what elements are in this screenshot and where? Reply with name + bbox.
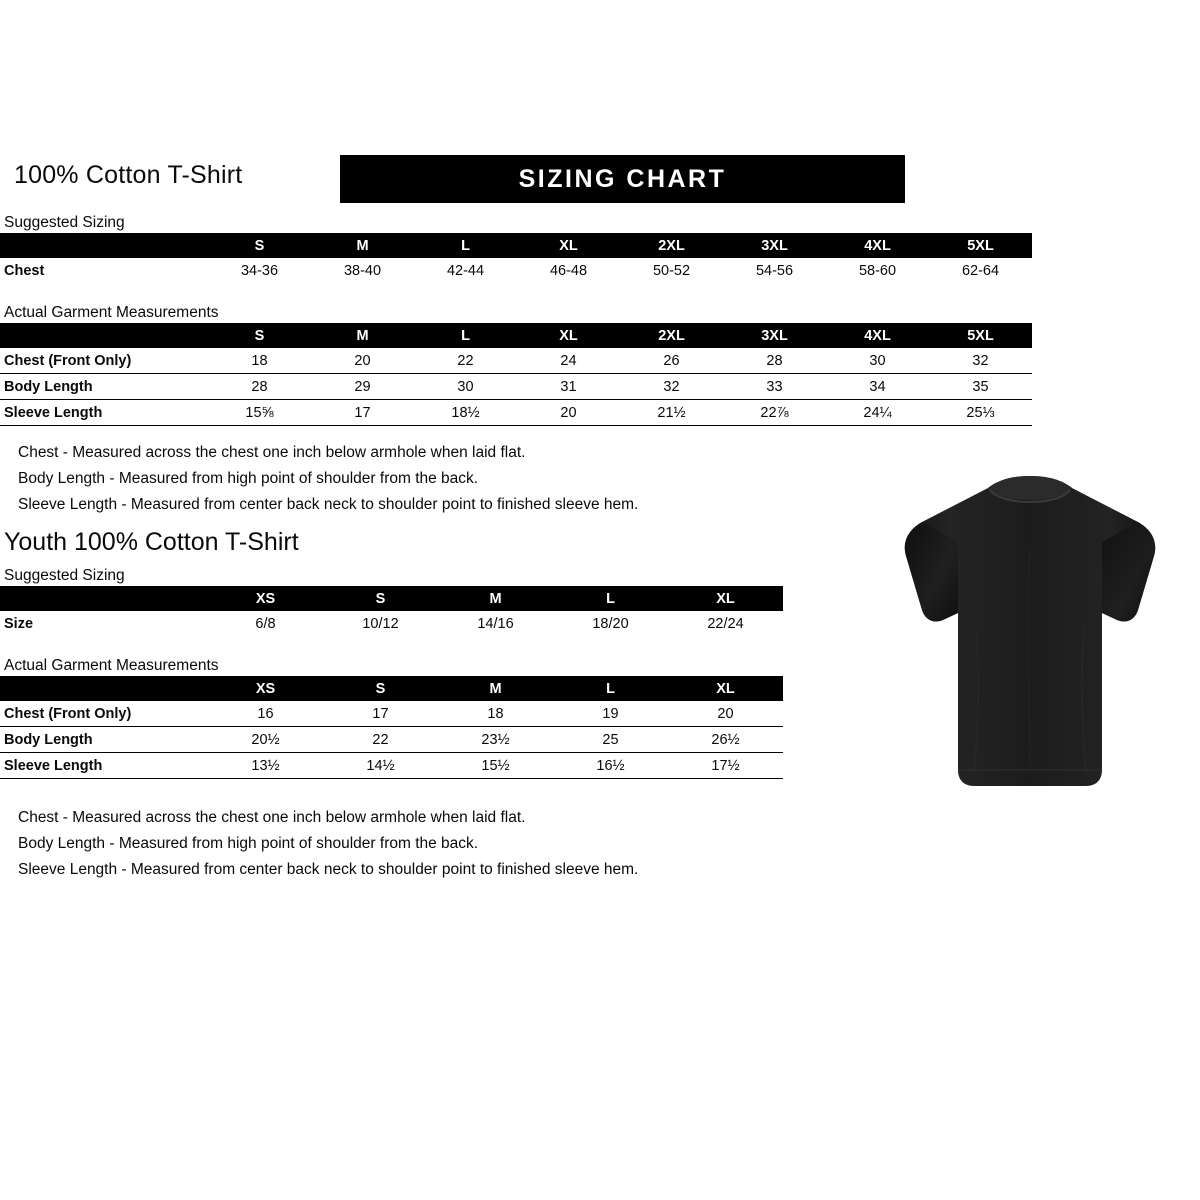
- data-cell: 15⅝: [208, 400, 311, 426]
- data-cell: 25: [553, 727, 668, 753]
- data-cell: 22: [414, 348, 517, 374]
- data-cell: 10/12: [362, 615, 399, 632]
- header-cell: XL: [559, 237, 578, 254]
- data-cell: 50-52: [652, 262, 691, 279]
- header-cell: M: [356, 237, 369, 254]
- adult-actual-measurements-label: Actual Garment Measurements: [4, 304, 219, 321]
- youth-section-title: Youth 100% Cotton T-Shirt: [4, 528, 299, 556]
- data-cell: 17: [311, 400, 414, 426]
- header-cell: L: [461, 237, 470, 254]
- data-cell: 24: [517, 348, 620, 374]
- youth-suggested-sizing-table: [0, 586, 783, 636]
- adult-suggested-sizing-table: [0, 233, 1032, 283]
- table-header-row: [0, 676, 783, 701]
- table-row: [0, 611, 783, 636]
- header-cell: S: [254, 237, 265, 254]
- data-cell: 13½: [208, 753, 323, 779]
- header-cell: 2XL: [658, 237, 685, 254]
- data-cell: 6/8: [255, 615, 276, 632]
- header-row: [0, 155, 1200, 213]
- data-cell: 34: [826, 374, 929, 400]
- header-cell: XL: [716, 680, 735, 697]
- row-label: Chest: [4, 262, 45, 279]
- data-cell: 31: [517, 374, 620, 400]
- table-row: [0, 727, 783, 753]
- product-image-container: [880, 470, 1180, 810]
- row-label: Chest (Front Only): [0, 701, 208, 727]
- note-chest: Chest - Measured across the chest one inch below armhole when laid flat.: [18, 809, 526, 826]
- header-cell: 3XL: [761, 327, 788, 344]
- data-cell: 22/24: [707, 615, 744, 632]
- header-cell: XS: [255, 680, 276, 697]
- header-cell: S: [254, 327, 265, 344]
- header-cell: 5XL: [967, 237, 994, 254]
- data-cell: 38-40: [343, 262, 382, 279]
- data-cell: 24¼: [826, 400, 929, 426]
- youth-actual-measurements-label: Actual Garment Measurements: [4, 657, 219, 674]
- data-cell: 25⅓: [929, 400, 1032, 426]
- table-row: [0, 374, 1032, 400]
- data-cell: 34-36: [240, 262, 279, 279]
- header-cell-rowlabel: [0, 676, 208, 701]
- table-row: [0, 753, 783, 779]
- header-cell-rowlabel: [0, 323, 208, 348]
- table-row: [0, 258, 1032, 283]
- table-row: [0, 348, 1032, 374]
- row-label: Chest (Front Only): [0, 348, 208, 374]
- adult-section-title: 100% Cotton T-Shirt: [14, 161, 243, 189]
- data-cell: 58-60: [858, 262, 897, 279]
- data-cell: 22: [323, 727, 438, 753]
- table-row: [0, 400, 1032, 426]
- data-cell: 14/16: [477, 615, 514, 632]
- header-cell: L: [461, 327, 470, 344]
- data-cell: 29: [311, 374, 414, 400]
- data-cell: 20: [311, 348, 414, 374]
- table-header-row: [0, 586, 783, 611]
- data-cell: 21½: [620, 400, 723, 426]
- row-label: Sleeve Length: [0, 400, 208, 426]
- row-label: Body Length: [0, 374, 208, 400]
- data-cell: 20: [517, 400, 620, 426]
- data-cell: 28: [208, 374, 311, 400]
- header-cell: XL: [716, 590, 735, 607]
- data-cell: 16: [208, 701, 323, 727]
- data-cell: 14½: [323, 753, 438, 779]
- note-sleeve-length: Sleeve Length - Measured from center back neck to shoulder point to finished sleeve hem.: [18, 861, 639, 878]
- header-cell: M: [489, 590, 502, 607]
- header-cell-rowlabel: [0, 233, 208, 258]
- header-cell: M: [489, 680, 502, 697]
- data-cell: 46-48: [549, 262, 588, 279]
- data-cell: 17: [323, 701, 438, 727]
- data-cell: 18: [438, 701, 553, 727]
- data-cell: 23½: [438, 727, 553, 753]
- data-cell: 54-56: [755, 262, 794, 279]
- data-cell: 18½: [414, 400, 517, 426]
- youth-measurement-notes: [0, 805, 1200, 883]
- data-cell: 18/20: [592, 615, 629, 632]
- black-t-shirt-image: [880, 470, 1180, 810]
- header-cell: XS: [255, 590, 276, 607]
- row-label: Body Length: [0, 727, 208, 753]
- data-cell: 30: [826, 348, 929, 374]
- data-cell: 26: [620, 348, 723, 374]
- table-row: [0, 701, 783, 727]
- data-cell: 20½: [208, 727, 323, 753]
- header-cell: L: [606, 590, 615, 607]
- youth-suggested-sizing-label: Suggested Sizing: [4, 567, 125, 584]
- adult-suggested-sizing-label: Suggested Sizing: [4, 214, 125, 231]
- data-cell: 20: [668, 701, 783, 727]
- data-cell: 32: [929, 348, 1032, 374]
- adult-actual-measurements-table: [0, 323, 1032, 426]
- note-body-length: Body Length - Measured from high point of shoulder from the back.: [18, 470, 479, 487]
- header-cell: M: [356, 327, 369, 344]
- note-chest: Chest - Measured across the chest one inch below armhole when laid flat.: [18, 444, 526, 461]
- data-cell: 42-44: [446, 262, 485, 279]
- header-cell: 3XL: [761, 237, 788, 254]
- header-cell: S: [375, 680, 386, 697]
- youth-actual-measurements-table: [0, 676, 783, 779]
- note-sleeve-length: Sleeve Length - Measured from center back neck to shoulder point to finished sleeve hem.: [18, 496, 639, 513]
- table-header-row: [0, 323, 1032, 348]
- sizing-chart-banner-label: SIZING CHART: [518, 165, 727, 193]
- data-cell: 19: [553, 701, 668, 727]
- data-cell: 26½: [668, 727, 783, 753]
- header-cell: XL: [559, 327, 578, 344]
- header-cell: 4XL: [864, 327, 891, 344]
- header-cell: 2XL: [658, 327, 685, 344]
- data-cell: 62-64: [961, 262, 1000, 279]
- header-cell: 4XL: [864, 237, 891, 254]
- data-cell: 22⅞: [723, 400, 826, 426]
- data-cell: 18: [208, 348, 311, 374]
- row-label: Sleeve Length: [0, 753, 208, 779]
- data-cell: 35: [929, 374, 1032, 400]
- data-cell: 33: [723, 374, 826, 400]
- sizing-chart-banner: [340, 155, 905, 203]
- header-cell: L: [606, 680, 615, 697]
- header-cell-rowlabel: [0, 586, 208, 611]
- row-label: Size: [4, 615, 34, 632]
- data-cell: 32: [620, 374, 723, 400]
- data-cell: 30: [414, 374, 517, 400]
- data-cell: 16½: [553, 753, 668, 779]
- header-cell: S: [375, 590, 386, 607]
- data-cell: 17½: [668, 753, 783, 779]
- note-body-length: Body Length - Measured from high point of shoulder from the back.: [18, 835, 479, 852]
- header-cell: 5XL: [967, 327, 994, 344]
- data-cell: 15½: [438, 753, 553, 779]
- data-cell: 28: [723, 348, 826, 374]
- table-header-row: [0, 233, 1032, 258]
